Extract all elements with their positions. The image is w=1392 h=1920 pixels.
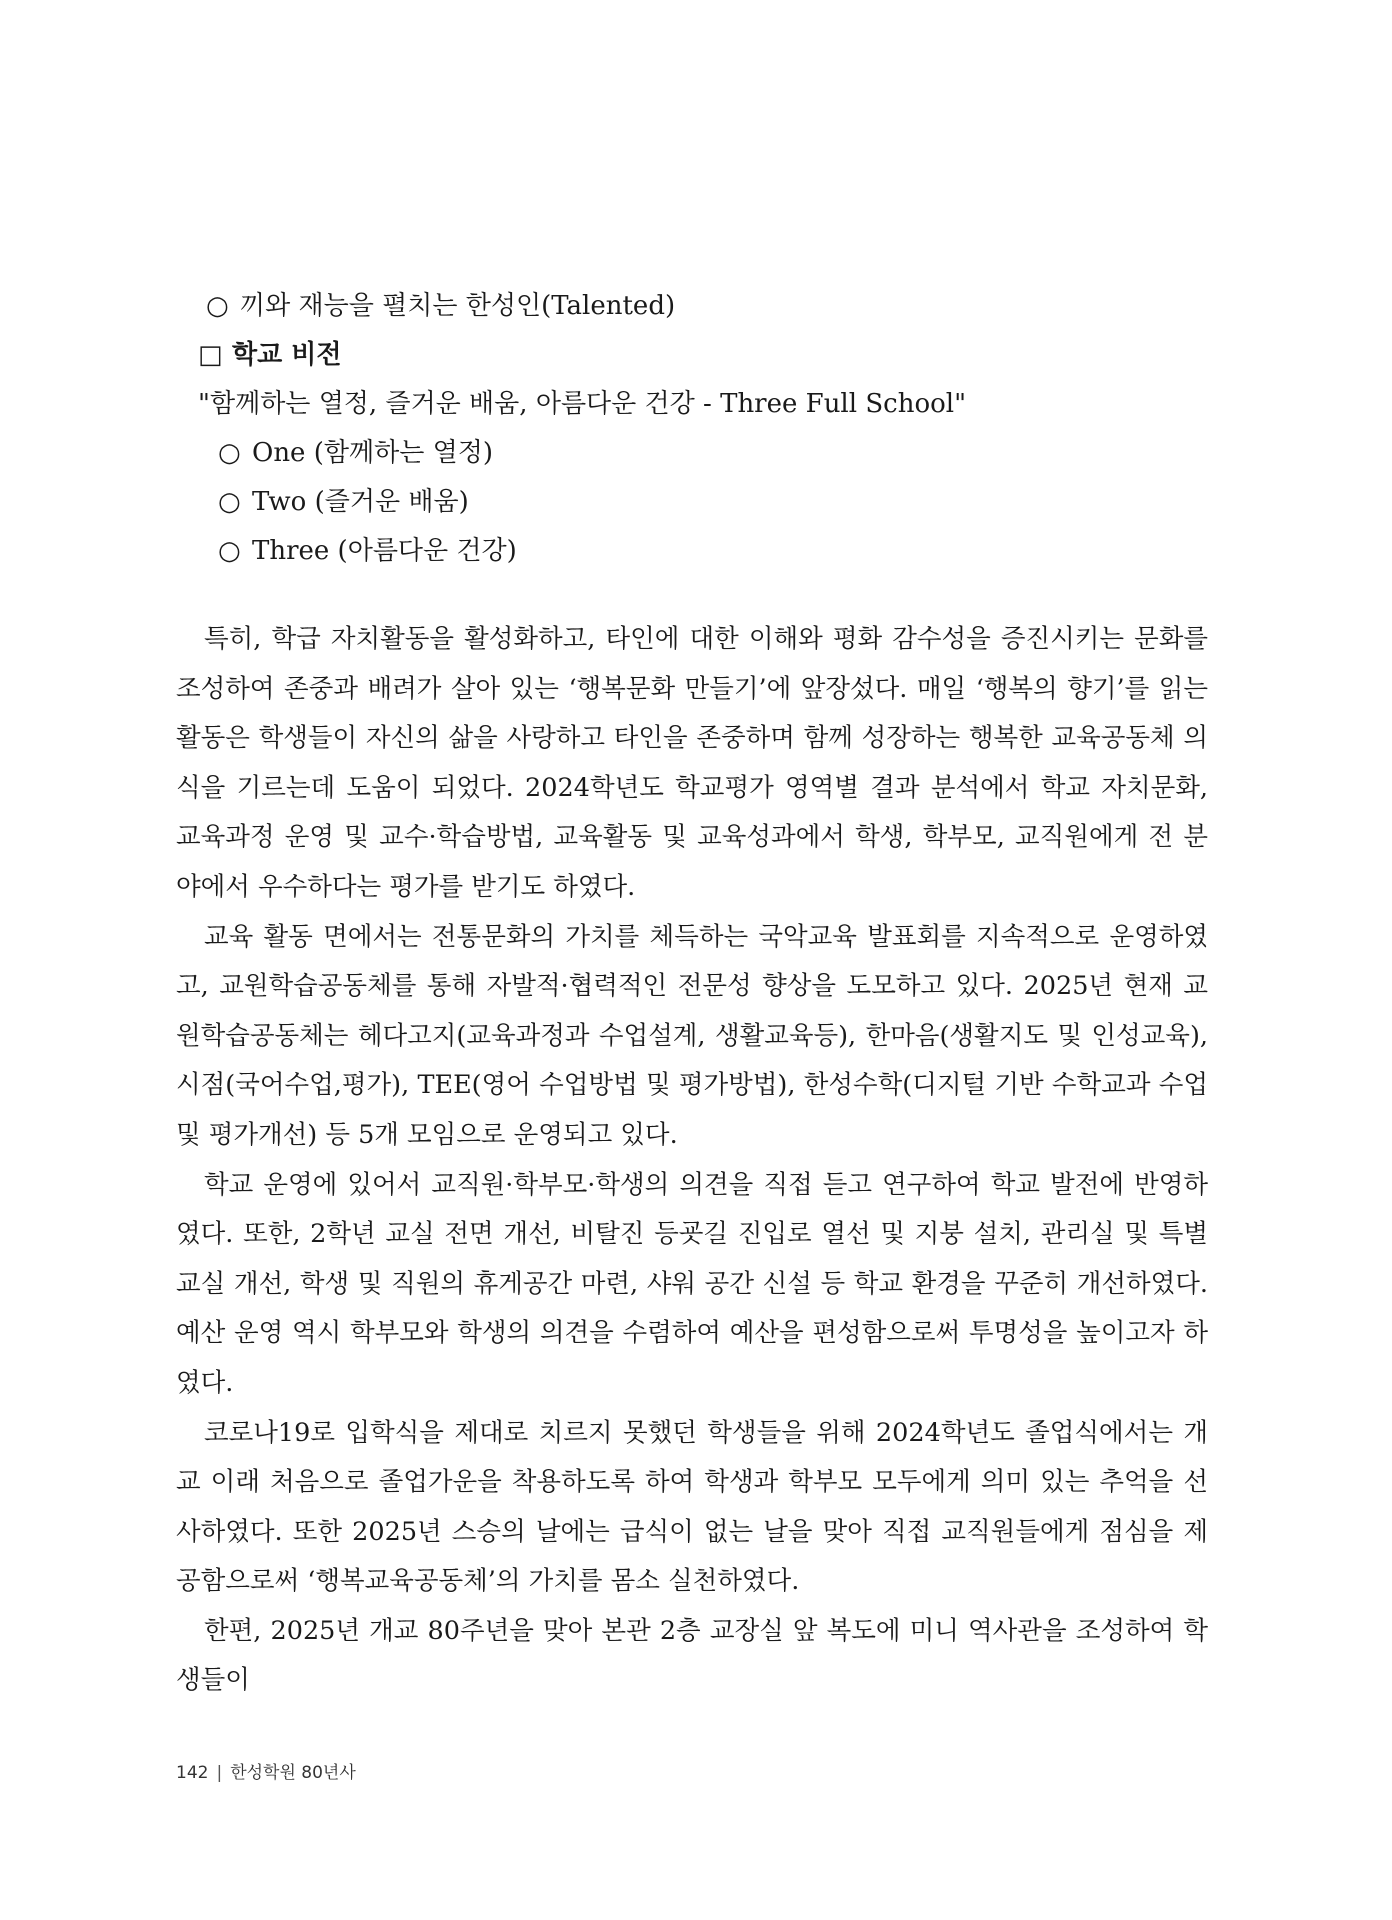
vision-slogan-text: "함께하는 열정, 즐거운 배움, 아름다운 건강 - Three Full School"	[198, 389, 967, 419]
paragraph: 한편, 2025년 개교 80주년을 맞아 본관 2층 교장실 앞 복도에 미니 역사관을 조성하여 학생들이	[176, 1615, 1209, 1696]
footer-separator: |	[216, 1763, 223, 1783]
square-bullet-icon: □	[198, 340, 223, 370]
circle-bullet-icon: ○	[206, 291, 229, 321]
vision-list	[198, 282, 1208, 576]
paragraph: 코로나19로 입학식을 제대로 치르지 못했던 학생들을 위해 2024학년도 졸업식에서는 개교 이래 처음으로 졸업가운을 착용하도록 하여 학생과 학부모 모두에게 의미 있는 추억을 선사하였다. 또한 2025년 스승의 날에는 급식이 없는 날을 맞아 직접 교직원들에게 점심을 제공함으로써 ‘행복교육공동체’의 가치를 몸소 실천하였다.	[176, 1417, 1208, 1597]
paragraph: 교육 활동 면에서는 전통문화의 가치를 체득하는 국악교육 발표회를 지속적으로 운영하였고, 교원학습공동체를 통해 자발적·협력적인 전문성 향상을 도모하고 있다. 2025년 현재 교원학습공동체는 헤다고지(교육과정과 수업설계, 생활교육등), 한마음(생활지도 및 인성교육), 시점(국어수업,평가), TEE(영어 수업방법 및 평가방법), 한성수학(디지털 기반 수학교과 수업 및 평가개선) 등 5개 모임으로 운영되고 있다.	[176, 921, 1208, 1150]
list-item-text: 끼와 재능을 펼치는 한성인(Talented)	[240, 291, 676, 321]
paragraph: 특히, 학급 자치활동을 활성화하고, 타인에 대한 이해와 평화 감수성을 증진시키는 문화를 조성하여 존중과 배려가 살아 있는 ‘행복문화 만들기’에 앞장섰다. 매일 ‘행복의 향기’를 읽는 활동은 학생들이 자신의 삶을 사랑하고 타인을 존중하며 함께 성장하는 행복한 교육공동체 의식을 기르는데 도움이 되었다. 2024학년도 학교평가 영역별 결과 분석에서 학교 자치문화, 교육과정 운영 및 교수·학습방법, 교육활동 및 교육성과에서 학생, 학부모, 교직원에게 전 분야에서 우수하다는 평가를 받기도 하였다.	[176, 624, 1208, 902]
page-footer	[176, 1758, 356, 1783]
body-text	[176, 615, 1208, 1706]
list-item-text: Two (즐거운 배움)	[252, 487, 469, 517]
circle-bullet-icon: ○	[218, 438, 241, 468]
list-item	[198, 282, 1208, 331]
page-number: 142	[176, 1763, 209, 1783]
list-item	[198, 478, 1208, 527]
circle-bullet-icon: ○	[218, 536, 241, 566]
circle-bullet-icon: ○	[218, 487, 241, 517]
list-item	[198, 429, 1208, 478]
list-item-text: One (함께하는 열정)	[252, 438, 493, 468]
vision-slogan	[198, 380, 1208, 429]
list-item-text: Three (아름다운 건강)	[252, 536, 517, 566]
list-item	[198, 527, 1208, 576]
book-title: 한성학원 80년사	[230, 1763, 356, 1783]
paragraph: 학교 운영에 있어서 교직원·학부모·학생의 의견을 직접 듣고 연구하여 학교 발전에 반영하였다. 또한, 2학년 교실 전면 개선, 비탈진 등굣길 진입로 열선 및 지붕 설치, 관리실 및 특별교실 개선, 학생 및 직원의 휴게공간 마련, 샤워 공간 신설 등 학교 환경을 꾸준히 개선하였다. 예산 운영 역시 학부모와 학생의 의견을 수렴하여 예산을 편성함으로써 투명성을 높이고자 하였다.	[176, 1169, 1208, 1398]
section-heading	[198, 331, 1208, 380]
section-heading-text: 학교 비전	[232, 340, 342, 370]
